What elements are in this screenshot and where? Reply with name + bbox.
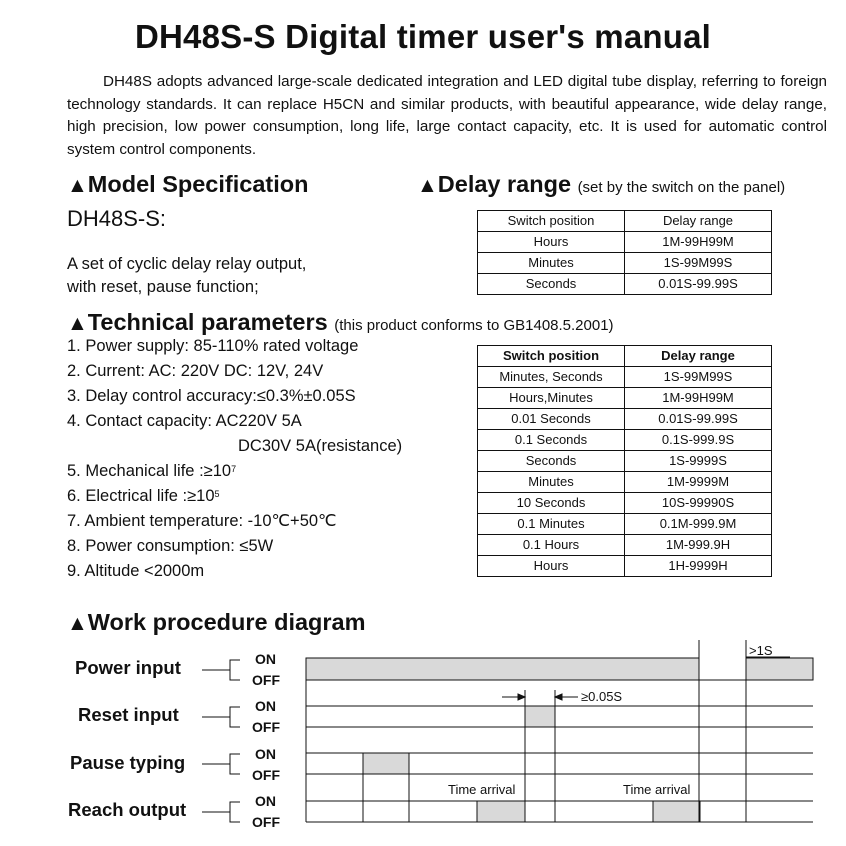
- time-arrival-label: Time arrival: [623, 782, 691, 797]
- parameter-item: 3. Delay control accuracy:≤0.3%±0.05S: [67, 387, 356, 405]
- table-header-cell: Switch position: [478, 346, 625, 367]
- table-header-cell: Switch position: [478, 211, 625, 232]
- parameter-item: 7. Ambient temperature: -10℃+50℃: [67, 512, 337, 530]
- off-label: OFF: [252, 767, 280, 783]
- technical-note: (this product conforms to GB1408.5.2001): [334, 317, 614, 334]
- parameter-item: 9. Altitude <2000m: [67, 562, 205, 580]
- page-title: DH48S-S Digital timer user's manual: [134, 18, 712, 55]
- table-cell: 0.1 Minutes: [478, 514, 625, 535]
- table-cell: 10 Seconds: [478, 493, 625, 514]
- table-cell: 0.1 Hours: [478, 535, 625, 556]
- output-pulse: [477, 801, 525, 822]
- off-label: OFF: [252, 814, 280, 830]
- signal-label-reach-output: Reach output: [68, 799, 187, 820]
- signal-label-pause-typing: Pause typing: [70, 752, 186, 773]
- exponent: 7: [231, 464, 237, 474]
- parameter-item: DC30V 5A(resistance): [238, 437, 403, 455]
- triangle-icon: ▲: [67, 312, 88, 335]
- table-cell: 1M-99H99M: [625, 388, 772, 409]
- table-cell: Minutes: [478, 253, 625, 274]
- reset-pulse: [525, 706, 555, 727]
- table-cell: Hours,Minutes: [478, 388, 625, 409]
- table-cell: Seconds: [478, 451, 625, 472]
- triangle-icon: ▲: [67, 612, 88, 635]
- parameter-item: 2. Current: AC: 220V DC: 12V, 24V: [67, 362, 324, 380]
- table-cell: Minutes: [478, 472, 625, 493]
- work-procedure-heading-text: Work procedure diagram: [87, 609, 366, 635]
- gt1s-label: >1S: [749, 643, 773, 658]
- model-spec-heading-text: Model Specification: [87, 171, 309, 197]
- parameter-text: 6. Electrical life :≥10: [67, 487, 215, 505]
- ge005s-arrows: [502, 694, 578, 700]
- delay-range-note: (set by the switch on the panel): [577, 179, 786, 196]
- pause-pulse: [363, 753, 409, 774]
- parameter-item: 4. Contact capacity: AC220V 5A: [67, 412, 302, 430]
- exponent: 5: [214, 489, 220, 499]
- off-label: OFF: [252, 672, 280, 688]
- table-cell: 1M-999.9H: [625, 535, 772, 556]
- table-cell: 1M-9999M: [625, 472, 772, 493]
- parameter-item: 8. Power consumption: ≤5W: [67, 537, 274, 555]
- table-cell: Hours: [478, 232, 625, 253]
- parameter-item: 1. Power supply: 85-110% rated voltage: [67, 337, 359, 355]
- signal-connectors: [202, 660, 240, 822]
- signal-label-reset-input: Reset input: [78, 704, 179, 725]
- model-description-line: A set of cyclic delay relay output,: [67, 255, 307, 273]
- table-cell: 1M-99H99M: [625, 232, 772, 253]
- table-cell: 0.1M-999.9M: [625, 514, 772, 535]
- table-cell: Seconds: [478, 274, 625, 295]
- on-label: ON: [255, 793, 276, 809]
- on-label: ON: [255, 698, 276, 714]
- intro-paragraph: DH48S adopts advanced large-scale dedicated integration and LED digital tube display, referring to foreign technology standards. It can replace H5CN and similar products, with beautiful appearance, wide delay range, high precision, low power consumption, long life, large contact capacity, etc. It is used for automatic control system control components.: [67, 73, 827, 158]
- signal-label-power-input: Power input: [75, 657, 181, 678]
- table-cell: 0.01 Seconds: [478, 409, 625, 430]
- table-cell: 1S-9999S: [625, 451, 772, 472]
- table-header-cell: Delay range: [625, 346, 772, 367]
- table-cell: 10S-99990S: [625, 493, 772, 514]
- triangle-icon: ▲: [67, 174, 88, 197]
- output-pulse: [653, 801, 700, 822]
- delay-range-heading-text: Delay range: [437, 171, 572, 197]
- pulse-blocks: [306, 658, 813, 822]
- parameter-text: 5. Mechanical life :≥10: [67, 462, 232, 480]
- table-cell: Hours: [478, 556, 625, 577]
- table-cell: Minutes, Seconds: [478, 367, 625, 388]
- power-on-pulse: [746, 658, 813, 680]
- on-label: ON: [255, 746, 276, 762]
- power-on-pulse: [306, 658, 699, 680]
- off-label: OFF: [252, 719, 280, 735]
- model-name: DH48S-S:: [67, 206, 167, 231]
- triangle-icon: ▲: [417, 174, 438, 197]
- table-cell: 0.01S-99.99S: [625, 274, 772, 295]
- ge005s-label: ≥0.05S: [581, 689, 623, 704]
- table-header-cell: Delay range: [625, 211, 772, 232]
- table-cell: 1S-99M99S: [625, 367, 772, 388]
- table-cell: 1S-99M99S: [625, 253, 772, 274]
- table-cell: 0.1 Seconds: [478, 430, 625, 451]
- signal-baselines: [306, 680, 813, 822]
- time-arrival-label: Time arrival: [448, 782, 516, 797]
- on-label: ON: [255, 651, 276, 667]
- table-cell: 0.1S-999.9S: [625, 430, 772, 451]
- model-description-line: with reset, pause function;: [67, 278, 259, 296]
- table-cell: 1H-9999H: [625, 556, 772, 577]
- technical-heading-text: Technical parameters: [87, 309, 328, 335]
- table-cell: 0.01S-99.99S: [625, 409, 772, 430]
